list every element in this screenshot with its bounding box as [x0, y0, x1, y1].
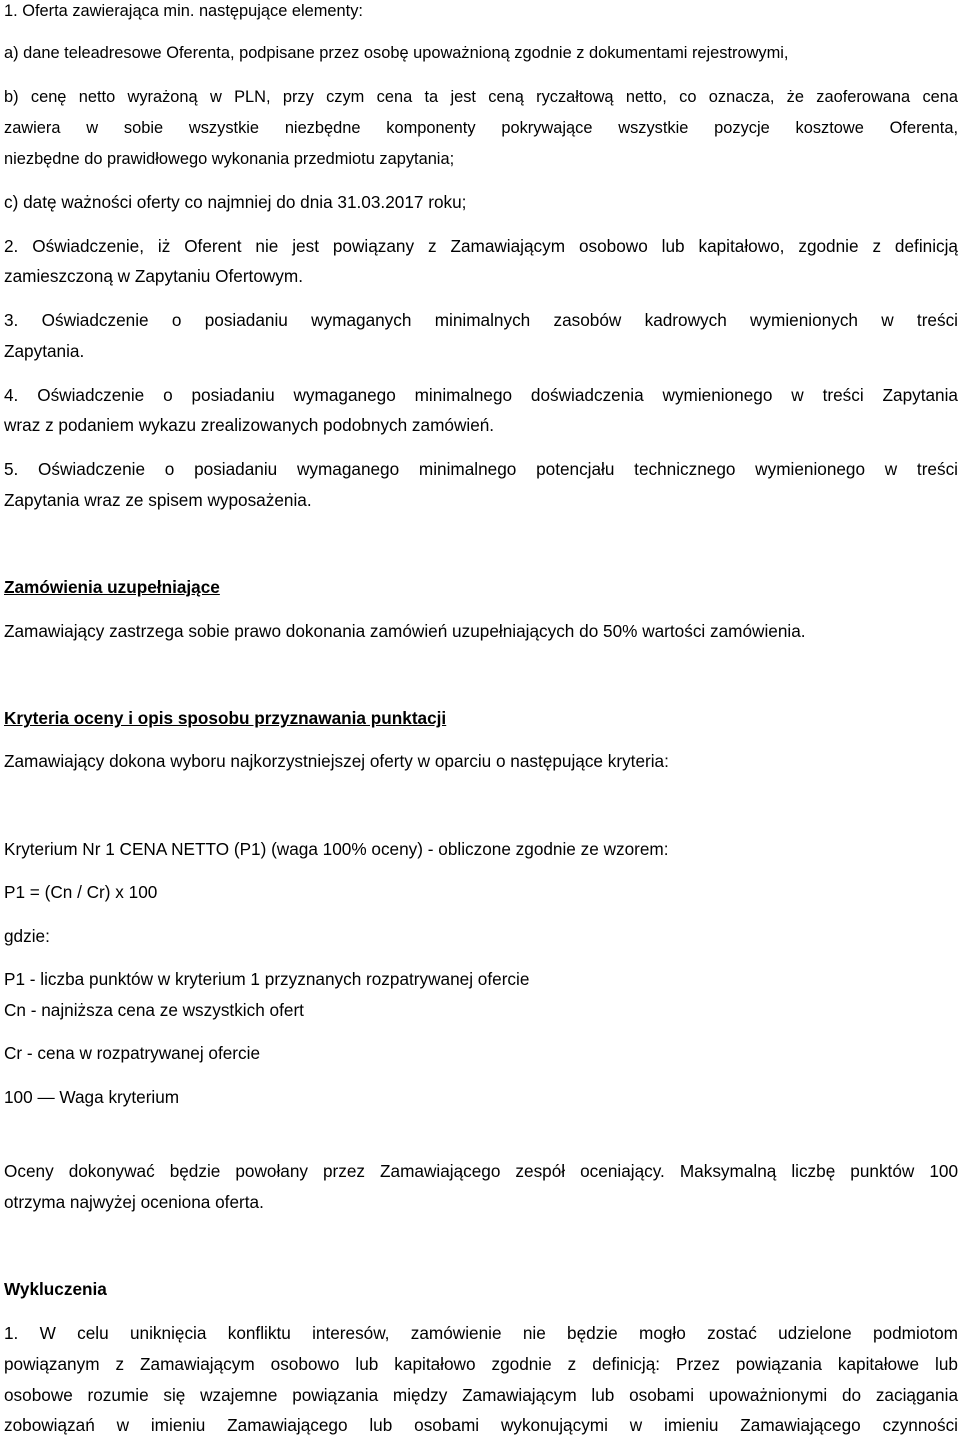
supplementary-text: Zamawiający zastrzega sobie prawo dokonania zamówień uzupełniających do 50% wartości zamówienia.: [4, 621, 806, 641]
requirement-2-line-2: zamieszczoną w Zapytaniu Ofertowym.: [4, 266, 303, 286]
requirement-3-line-2: Zapytania.: [4, 341, 85, 361]
definition-cr: Cr - cena w rozpatrywanej ofercie: [4, 1043, 260, 1063]
formula: P1 = (Cn / Cr) x 100: [4, 882, 158, 902]
requirement-1b-line-3: niezbędne do prawidłowego wykonania przedmiotu zapytania;: [4, 150, 455, 168]
section-heading-criteria: Kryteria oceny i opis sposobu przyznawania punktacji: [4, 708, 447, 728]
requirement-1b-line-2: zawiera w sobie wszystkie niezbędne komponenty pokrywające wszystkie pozycje kosztowe Oferenta,: [4, 119, 958, 137]
requirement-1: 1. Oferta zawierająca min. następujące elementy:: [4, 2, 363, 20]
requirement-1c: c) datę ważności oferty co najmniej do dnia 31.03.2017 roku;: [4, 192, 467, 212]
requirement-5-line-2: Zapytania wraz ze spisem wyposażenia.: [4, 490, 312, 510]
requirement-4-line-2: wraz z podaniem wykazu zrealizowanych podobnych zamówień.: [4, 415, 495, 435]
requirement-3-line-1: 3. Oświadczenie o posiadaniu wymaganych minimalnych zasobów kadrowych wymienionych w treści: [4, 310, 958, 330]
definition-p1: P1 - liczba punktów w kryterium 1 przyznanych rozpatrywanej ofercie: [4, 969, 530, 989]
section-heading-supplementary: Zamówienia uzupełniające: [4, 577, 220, 597]
where-label: gdzie:: [4, 926, 50, 946]
requirement-1b-line-1: b) cenę netto wyrażoną w PLN, przy czym cena ta jest ceną ryczałtową netto, co oznacza, że zaoferowana cena: [4, 88, 958, 106]
exclusion-1-line-3: osobowe rozumie się wzajemne powiązania między Zamawiającym lub osobami upoważnionymi do zaciągania: [4, 1385, 958, 1405]
definition-cn: Cn - najniższa cena ze wszystkich ofert: [4, 1000, 304, 1020]
criterion-1: Kryterium Nr 1 CENA NETTO (P1) (waga 100% oceny) - obliczone zgodnie ze wzorem:: [4, 839, 669, 859]
exclusion-1-line-4: zobowiązań w imieniu Zamawiającego lub osobami wykonującymi w imieniu Zamawiającego czynności: [4, 1415, 958, 1435]
exclusion-1-line-1: 1. W celu uniknięcia konfliktu interesów, zamówienie nie będzie mogło zostać udzielone podmiotom: [4, 1323, 958, 1343]
requirement-5-line-1: 5. Oświadczenie o posiadaniu wymaganego minimalnego potencjału technicznego wymienionego w treści: [4, 459, 958, 479]
evaluation-line-1: Oceny dokonywać będzie powołany przez Zamawiającego zespół oceniający. Maksymalną liczbę punktów 100: [4, 1161, 958, 1181]
section-heading-exclusions: Wykluczenia: [4, 1279, 107, 1299]
evaluation-line-2: otrzyma najwyżej oceniona oferta.: [4, 1192, 264, 1212]
exclusion-1-line-2: powiązanym z Zamawiającym osobowo lub kapitałowo zgodnie z definicją: Przez powiązania kapitałowe lub: [4, 1354, 958, 1374]
requirement-4-line-1: 4. Oświadczenie o posiadaniu wymaganego minimalnego doświadczenia wymienionego w treści Zapytania: [4, 385, 958, 405]
criteria-intro: Zamawiający dokona wyboru najkorzystniejszej oferty w oparciu o następujące kryteria:: [4, 751, 669, 771]
definition-weight: 100 — Waga kryterium: [4, 1087, 180, 1107]
requirement-2-line-1: 2. Oświadczenie, iż Oferent nie jest powiązany z Zamawiającym osobowo lub kapitałowo, zgodnie z definicją: [4, 236, 958, 256]
requirement-1a: a) dane teleadresowe Oferenta, podpisane przez osobę upoważnioną zgodnie z dokumentami rejestrowymi,: [4, 44, 789, 62]
